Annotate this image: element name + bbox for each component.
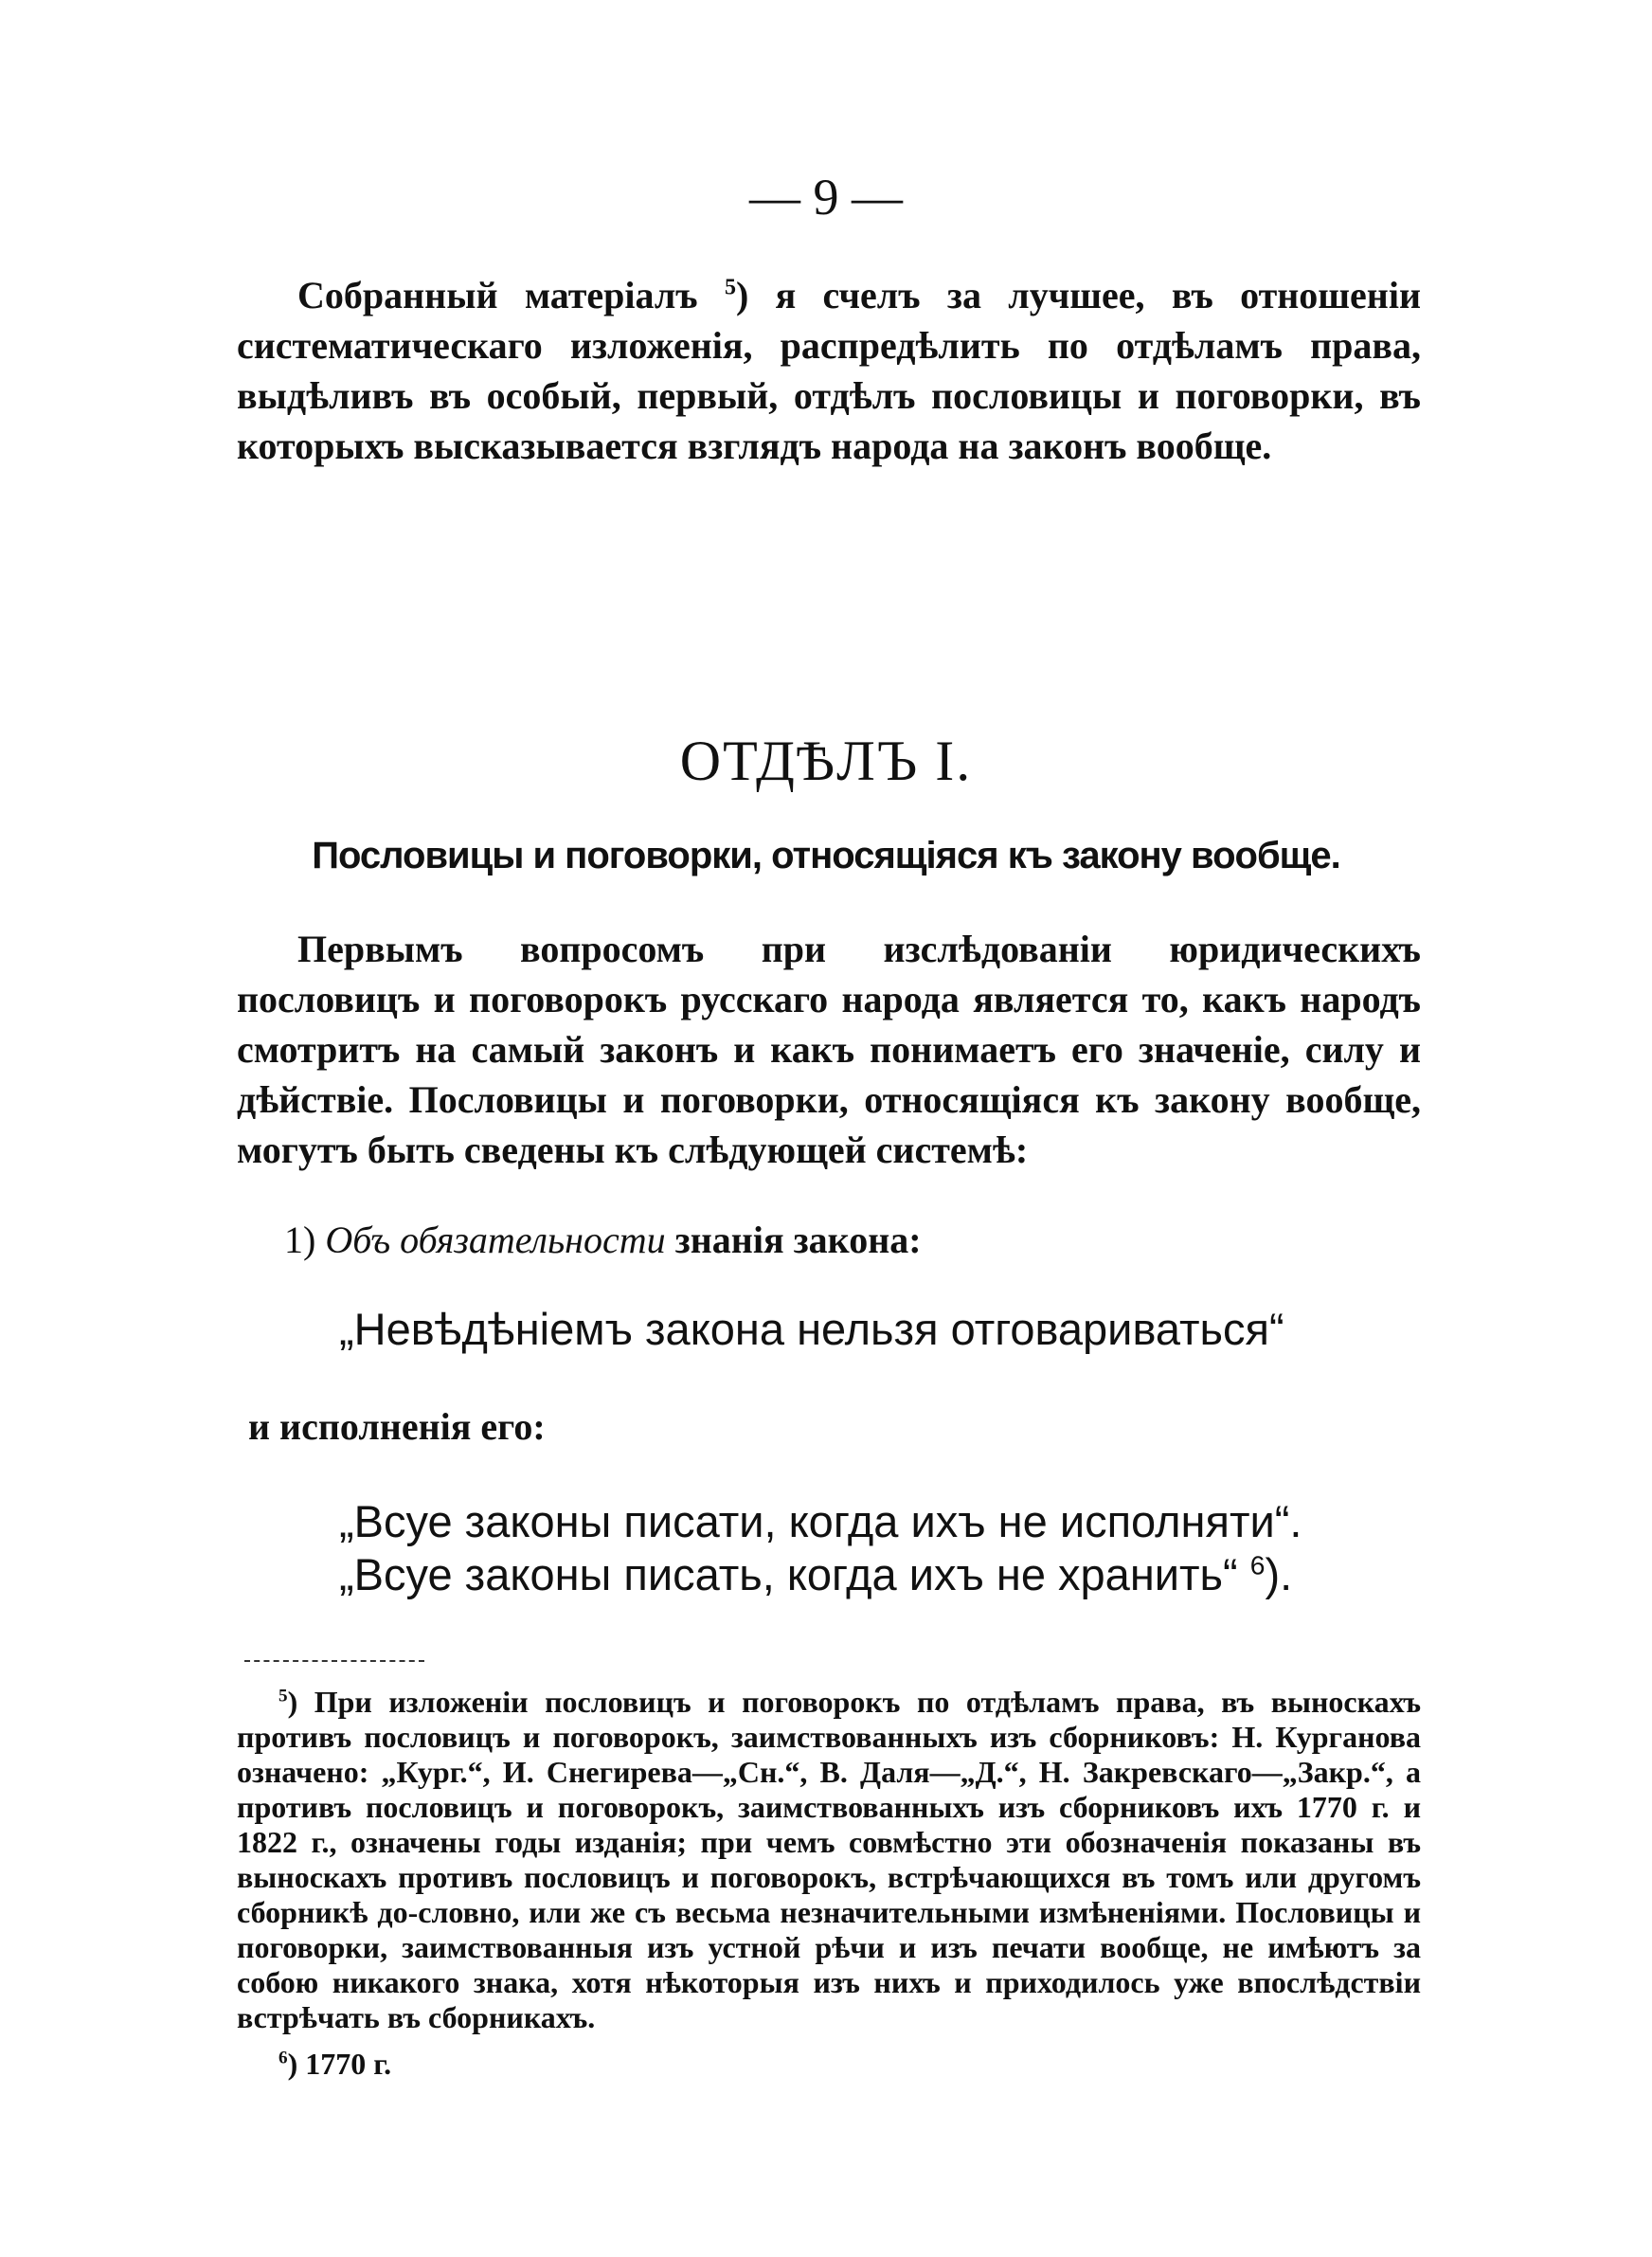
proverb-quote-2: „Всуе законы писати, когда ихъ не исполняти“.	[339, 1496, 1302, 1546]
footnote-ref-6: 6	[1249, 1549, 1266, 1580]
footnote-6	[237, 2047, 1421, 2082]
footnote-5	[237, 1685, 1421, 2035]
list-item-italic: Объ обязательности	[325, 1219, 666, 1261]
connector-text: и исполненія его:	[248, 1405, 546, 1448]
page-number: — 9 —	[749, 169, 903, 226]
footnote-6-text: ) 1770 г.	[287, 2047, 392, 2081]
footnote-separator	[244, 1660, 424, 1666]
footnotes	[237, 1685, 1421, 2082]
proverb-quote-3-text: „Всуе законы писать, когда ихъ не хранить“	[339, 1549, 1250, 1599]
proverb-quote-1: „Невѣдѣніемъ закона нельзя отговариваться“	[339, 1304, 1284, 1354]
footnote-5-mark: 5	[278, 1686, 288, 1706]
footnote-5-text: ) При изложеніи пословицъ и поговорокъ по отдѣламъ права, въ выноскахъ противъ пословицъ и поговорокъ, заимствованныхъ изъ сборниковъ: Н. Курганова означено: „Кург.“, И. Снегирева—„Сн.“, В. Даля—„Д.“, Н. Закревскаго—„Закр.“, а противъ пословицъ и поговорокъ, заимствованныхъ изъ сборниковъ ихъ 1770 г. и 1822 г., означены годы изданія; при чемъ совмѣстно эти обозначенія показаны въ выноскахъ противъ пословицъ и поговорокъ, встрѣчающихся въ томъ или другомъ сборникѣ до-словно, или же съ весьма незначительными измѣненіями. Пословицы и поговорки, заимствованныя изъ устной рѣчи и изъ печати вообще, не имѣютъ за собою никакого знака, хотя нѣкоторыя изъ нихъ и приходилось уже впослѣдствіи встрѣчать въ сборникахъ.	[237, 1685, 1421, 2034]
footnote-ref-5: 5	[724, 275, 736, 300]
section-title: ОТДѢЛЪ I.	[679, 730, 973, 792]
list-item-number: 1)	[284, 1219, 316, 1261]
body-text: Первымъ вопросомъ при изслѣдованіи юридическихъ пословицъ и поговорокъ русскаго народа является то, какъ народъ смотритъ на самый законъ и какъ понимаетъ его значеніе, силу и дѣйствіе. Пословицы и поговорки, относящіяся къ закону вообще, могутъ быть сведены къ слѣдующей системѣ:	[237, 928, 1421, 1171]
section-subtitle: Пословицы и поговорки, относящіяся къ закону вообще.	[312, 835, 1340, 876]
intro-text-start: Собранный матеріалъ	[297, 274, 725, 316]
proverb-quote-3-end: ).	[1265, 1549, 1293, 1599]
intro-paragraph	[237, 270, 1421, 471]
list-item-text: знанія закона:	[674, 1219, 922, 1261]
footnote-6-mark: 6	[278, 2048, 288, 2068]
intro-text	[237, 270, 1421, 471]
list-item-1	[284, 1216, 922, 1265]
body-paragraph	[237, 924, 1421, 1175]
intro-text-rest: ) я счелъ за лучшее, въ отношеніи систематическаго изложенія, распредѣлить по отдѣламъ права, выдѣливъ въ особый, первый, отдѣлъ пословицы и поговорки, въ которыхъ высказывается взглядъ народа на законъ вообще.	[237, 274, 1421, 467]
proverb-quote-3	[339, 1546, 1292, 1603]
